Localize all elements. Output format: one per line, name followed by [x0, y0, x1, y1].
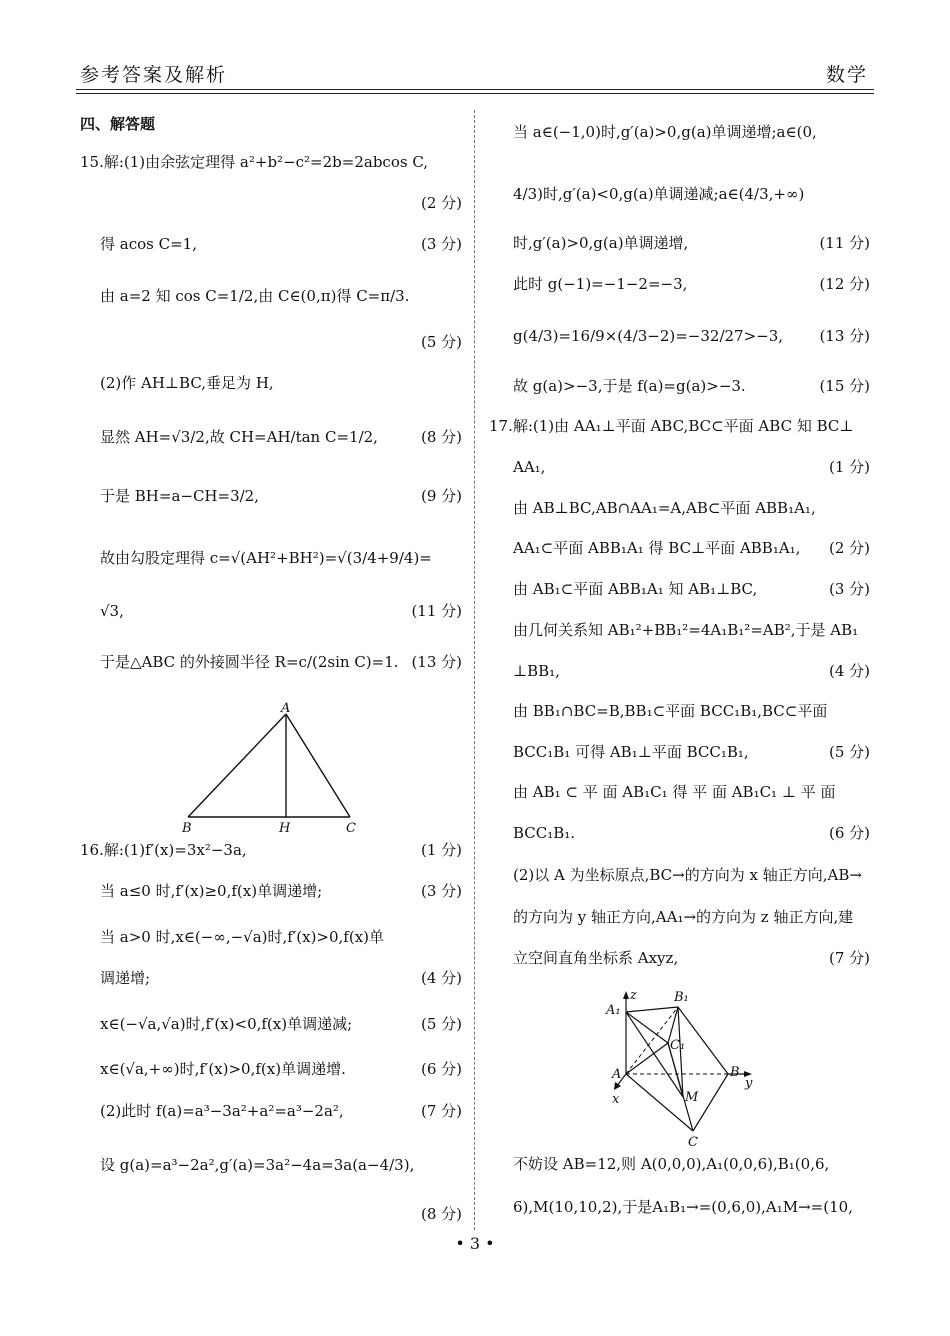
left-line-18: 设 g(a)=a³−2a²,g′(a)=3a²−4a=3a(a−4/3),	[100, 1156, 415, 1174]
right-line-15: 由 AB₁ ⊂ 平 面 AB₁C₁ 得 平 面 AB₁C₁ ⊥ 平 面	[513, 783, 836, 801]
triangle-figure	[170, 700, 370, 840]
label-b: B	[182, 821, 192, 836]
left-score-15: (5 分)	[420, 1015, 462, 1033]
left-line-14: 调递增;	[100, 969, 151, 987]
right-line-9: AA₁⊂平面 ABB₁A₁ 得 BC⊥平面 ABB₁A₁,	[513, 539, 801, 557]
left-line-3: 由 a=2 知 cos C=1/2,由 C∈(0,π)得 C=π/3.	[100, 287, 410, 305]
right-line-3: 此时 g(−1)=−1−2=−3,	[513, 275, 688, 293]
left-score-2: (3 分)	[420, 235, 462, 253]
label-c1: C₁	[670, 1038, 686, 1053]
header-title: 参考答案及解析	[80, 64, 228, 86]
right-score-2: (11 分)	[819, 234, 870, 252]
left-line-9: √3,	[100, 602, 124, 620]
right-score-5: (15 分)	[819, 377, 870, 395]
left-score-4: (5 分)	[420, 333, 462, 351]
triangle-side-ac	[286, 714, 350, 817]
left-score-9: (11 分)	[411, 602, 462, 620]
header-rule-thick	[76, 89, 874, 90]
page-number: • 3 •	[455, 1234, 495, 1253]
left-line-6: 显然 AH=√3/2,故 CH=AH/tan C=1/2,	[100, 428, 378, 446]
left-line-11: 16.解:(1)f′(x)=3x²−3a,	[80, 841, 247, 859]
left-line-12: 当 a≤0 时,f′(x)≥0,f(x)单调递增;	[100, 882, 323, 900]
left-line-0: 15.解:(1)由余弦定理得 a²+b²−c²=2b=2abcos C,	[80, 153, 429, 171]
left-line-15: x∈(−√a,√a)时,f′(x)<0,f(x)单调递减;	[100, 1015, 353, 1033]
right-line-11: 由几何关系知 AB₁²+BB₁²=4A₁B₁²=AB²,于是 AB₁	[513, 621, 859, 639]
left-score-6: (8 分)	[420, 428, 462, 446]
right-line-14: BCC₁B₁ 可得 AB₁⊥平面 BCC₁B₁,	[513, 743, 749, 761]
right-line-2: 时,g′(a)>0,g(a)单调递增,	[513, 234, 689, 252]
column-divider	[474, 110, 475, 1230]
right-score-10: (3 分)	[828, 580, 870, 598]
left-line-8: 故由勾股定理得 c=√(AH²+BH²)=√(3/4+9/4)=	[100, 549, 432, 567]
left-score-14: (4 分)	[420, 969, 462, 987]
label-z: z	[630, 988, 637, 1003]
left-score-17: (7 分)	[420, 1102, 462, 1120]
left-score-19: (8 分)	[420, 1205, 462, 1223]
label-a1: A₁	[606, 1003, 621, 1018]
label-h: H	[279, 821, 291, 836]
right-score-9: (2 分)	[828, 539, 870, 557]
right-line-0: 当 a∈(−1,0)时,g′(a)>0,g(a)单调递增;a∈(0,	[513, 123, 817, 141]
prism-figure	[600, 985, 770, 1155]
right-line-16: BCC₁B₁.	[513, 824, 576, 842]
left-score-7: (9 分)	[420, 487, 462, 505]
right-line-7: AA₁,	[513, 458, 546, 476]
left-line-17: (2)此时 f(a)=a³−3a²+a²=a³−2a²,	[100, 1102, 344, 1120]
section-title: 四、解答题	[80, 115, 156, 133]
label-a: A	[281, 701, 291, 716]
right-line-4: g(4/3)=16/9×(4/3−2)=−32/27>−3,	[513, 327, 784, 345]
right-line-20: 不妨设 AB=12,则 A(0,0,0),A₁(0,0,6),B₁(0,6,	[513, 1155, 830, 1173]
right-score-14: (5 分)	[828, 743, 870, 761]
right-score-19: (7 分)	[828, 949, 870, 967]
label-a: A	[612, 1067, 622, 1082]
left-line-10: 于是△ABC 的外接圆半径 R=c/(2sin C)=1.	[100, 653, 399, 671]
header-subject: 数学	[825, 64, 868, 86]
left-score-11: (1 分)	[420, 841, 462, 859]
right-line-21: 6),M(10,10,2),于是A₁B₁→=(0,6,0),A₁M→=(10,	[513, 1198, 853, 1216]
left-score-1: (2 分)	[420, 194, 462, 212]
left-line-2: 得 acos C=1,	[100, 235, 197, 253]
left-score-12: (3 分)	[420, 882, 462, 900]
right-line-12: ⊥BB₁,	[513, 662, 560, 680]
label-x: x	[612, 1092, 620, 1107]
label-m: M	[685, 1090, 699, 1105]
left-line-16: x∈(√a,+∞)时,f′(x)>0,f(x)单调递增.	[100, 1060, 346, 1078]
right-line-13: 由 BB₁∩BC=B,BB₁⊂平面 BCC₁B₁,BC⊂平面	[513, 702, 828, 720]
right-line-8: 由 AB⊥BC,AB∩AA₁=A,AB⊂平面 ABB₁A₁,	[513, 499, 816, 517]
right-line-1: 4/3)时,g′(a)<0,g(a)单调递减;a∈(4/3,+∞)	[513, 185, 805, 203]
triangle-side-ab	[188, 714, 286, 817]
header-rule-thin	[76, 93, 874, 94]
left-score-10: (13 分)	[411, 653, 462, 671]
label-y: y	[745, 1076, 753, 1091]
right-score-16: (6 分)	[828, 824, 870, 842]
right-line-10: 由 AB₁⊂平面 ABB₁A₁ 知 AB₁⊥BC,	[513, 580, 758, 598]
right-score-7: (1 分)	[828, 458, 870, 476]
right-line-18: 的方向为 y 轴正方向,AA₁→的方向为 z 轴正方向,建	[513, 908, 854, 926]
right-line-17: (2)以 A 为坐标原点,BC→的方向为 x 轴正方向,AB→	[513, 866, 862, 884]
right-score-12: (4 分)	[828, 662, 870, 680]
left-score-16: (6 分)	[420, 1060, 462, 1078]
label-b1: B₁	[674, 990, 689, 1005]
right-score-4: (13 分)	[819, 327, 870, 345]
right-line-6: 17.解:(1)由 AA₁⊥平面 ABC,BC⊂平面 ABC 知 BC⊥	[489, 417, 854, 435]
label-c: C	[346, 821, 356, 836]
label-b: B	[730, 1065, 740, 1080]
left-line-13: 当 a>0 时,x∈(−∞,−√a)时,f′(x)>0,f(x)单	[100, 928, 385, 946]
right-score-3: (12 分)	[819, 275, 870, 293]
right-line-5: 故 g(a)>−3,于是 f(a)=g(a)>−3.	[513, 377, 746, 395]
left-line-7: 于是 BH=a−CH=3/2,	[100, 487, 259, 505]
label-c: C	[688, 1135, 698, 1150]
left-line-5: (2)作 AH⊥BC,垂足为 H,	[100, 374, 274, 392]
right-line-19: 立空间直角坐标系 Axyz,	[513, 949, 679, 967]
